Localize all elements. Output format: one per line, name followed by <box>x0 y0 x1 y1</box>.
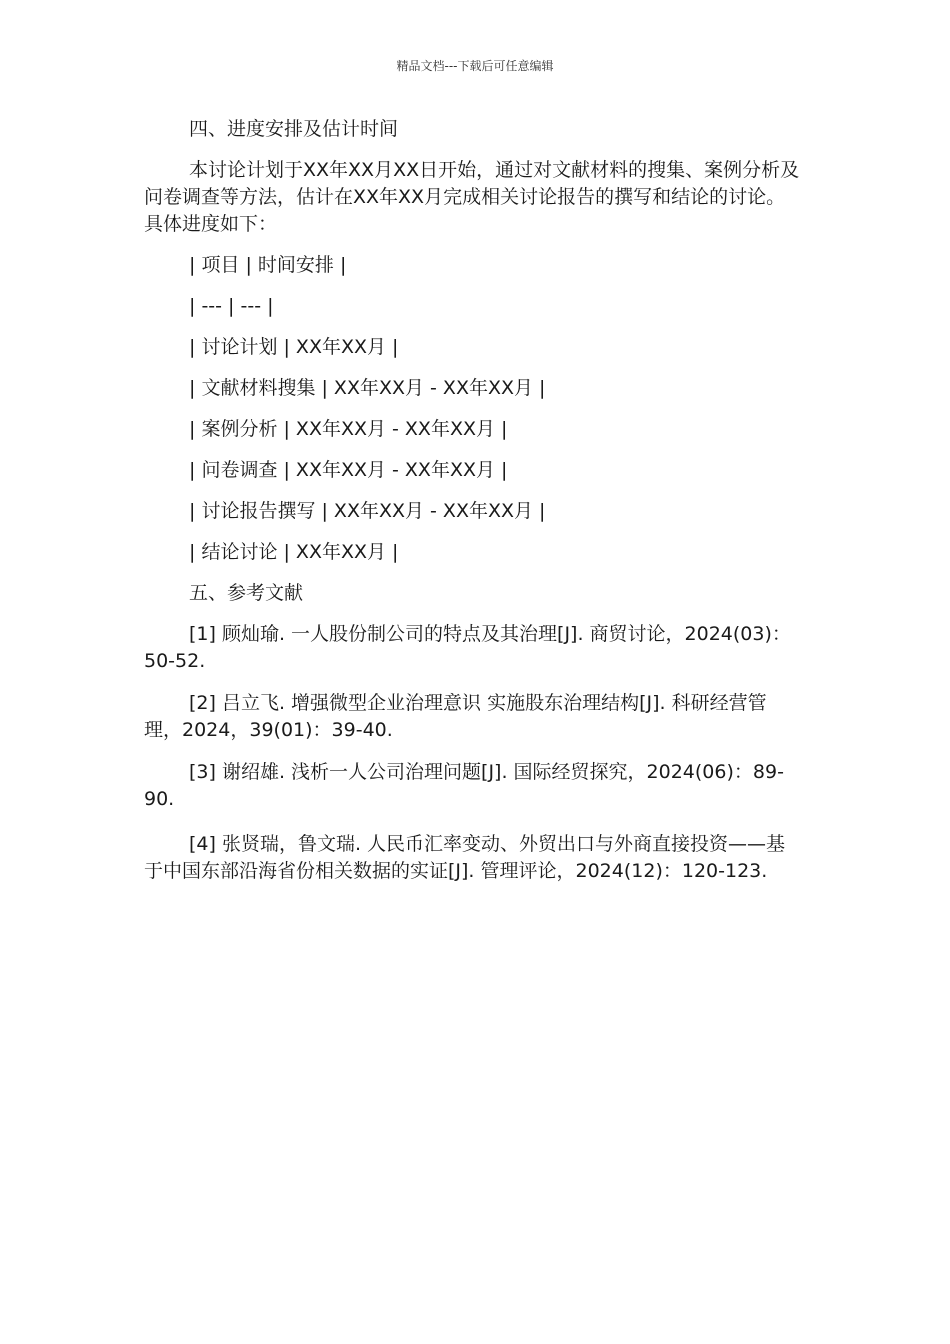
document-body <box>144 116 804 885</box>
schedule-row-report-writing: | 讨论报告撰写 | XX年XX月 - XX年XX月 | <box>189 500 546 522</box>
schedule-row-conclusion: | 结论讨论 | XX年XX月 | <box>189 541 399 563</box>
schedule-row-literature: | 文献材料搜集 | XX年XX月 - XX年XX月 | <box>189 377 546 399</box>
section-4-intro: 本讨论计划于XX年XX月XX日开始，通过对文献材料的搜集、案例分析及问卷调查等方法，估计在XX年XX月完成相关讨论报告的撰写和结论的讨论。具体进度如下： <box>144 159 800 235</box>
page-header: 精品文档---下载后可任意编辑 <box>396 59 554 73</box>
section-5-heading: 五、参考文献 <box>189 582 304 604</box>
reference-4: [4] 张贤瑞，鲁文瑞. 人民币汇率变动、外贸出口与外商直接投资——基于中国东部沿海省份相关数据的实证[J]. 管理评论，2024(12)：120-123. <box>144 833 786 882</box>
schedule-row-plan: | 讨论计划 | XX年XX月 | <box>189 336 399 358</box>
section-4-heading: 四、进度安排及估计时间 <box>189 118 399 140</box>
reference-3: [3] 谢绍雄. 浅析一人公司治理问题[J]. 国际经贸探究，2024(06)：89-90. <box>144 761 784 810</box>
reference-2: [2] 吕立飞. 增强微型企业治理意识 实施股东治理结构[J]. 科研经营管理，2024，39(01)：39-40. <box>144 692 767 741</box>
schedule-row-case-analysis: | 案例分析 | XX年XX月 - XX年XX月 | <box>189 418 508 440</box>
schedule-table-header: | 项目 | 时间安排 | <box>189 254 347 276</box>
schedule-table-separator: | --- | --- | <box>189 295 274 317</box>
schedule-row-survey: | 问卷调查 | XX年XX月 - XX年XX月 | <box>189 459 508 481</box>
reference-1: [1] 顾灿瑜. 一人股份制公司的特点及其治理[J]. 商贸讨论，2024(03)：50-52. <box>144 623 791 672</box>
